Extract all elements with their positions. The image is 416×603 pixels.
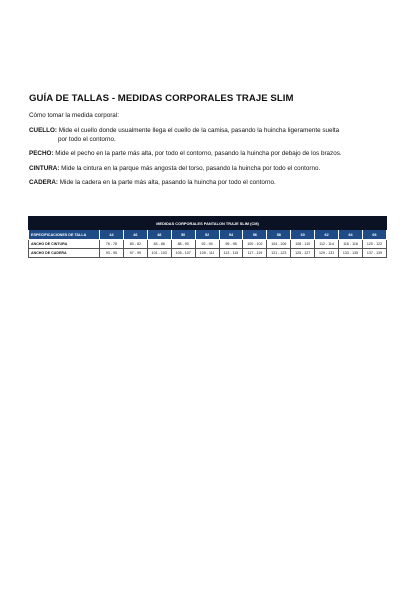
size-header: 52 [195,230,219,240]
table-cell: 105 - 107 [171,249,195,258]
table-title-row [29,217,387,230]
size-header: 62 [315,230,339,240]
size-header: 44 [100,230,124,240]
measure-text: Mide la cintura en la parque más angosta del torso, pasando la huincha por todo el contorno. [59,165,321,172]
table-cell: 129 - 131 [315,249,339,258]
table-cell: 76 - 78 [100,240,124,249]
table-cell: 92 - 94 [195,240,219,249]
table-cell: 84 - 86 [147,240,171,249]
spec-header: ESPECIFICACIONES DE TALLA [29,230,100,240]
table-cell: 116 - 118 [339,240,363,249]
size-header: 48 [147,230,171,240]
table-cell: 112 - 114 [315,240,339,249]
table-title: MEDIDAS CORPORALES PANTALON TRAJE SLIM (CM) [29,217,387,230]
table-cell: 113 - 115 [219,249,243,258]
table-cell: 93 - 95 [100,249,124,258]
table-cell: 97 - 99 [123,249,147,258]
table-cell: 104 - 106 [267,240,291,249]
size-header: 58 [267,230,291,240]
table-cell: 100 - 102 [243,240,267,249]
size-header: 54 [219,230,243,240]
measure-pecho [29,149,389,158]
measure-label: CUELLO: [29,127,57,134]
table-cell: 125 - 127 [291,249,315,258]
size-header: 64 [339,230,363,240]
measure-cadera [29,178,389,187]
page-title: GUÍA DE TALLAS - MEDIDAS CORPORALES TRAJE SLIM [29,93,294,104]
size-header: 56 [243,230,267,240]
measure-label: CINTURA: [29,165,60,172]
table-row [29,240,387,249]
table-cell: 88 - 90 [171,240,195,249]
size-header: 50 [171,230,195,240]
measure-label: CADERA: [29,179,59,186]
table-cell: 96 - 98 [219,240,243,249]
row-label: ANCHO DE CADERA [29,249,100,258]
size-header: 66 [362,230,386,240]
measure-text-continuation: por todo el contorno. [58,136,116,143]
table-cell: 137 - 139 [362,249,386,258]
size-header-row [29,230,387,240]
measure-cuello [29,126,389,144]
measure-text: Mide la cadera en la parte más alta, pasando la huincha por todo el contorno. [58,179,276,186]
table-cell: 121 - 123 [267,249,291,258]
table-cell: 120 - 122 [362,240,386,249]
table-cell: 117 - 119 [243,249,267,258]
size-header: 46 [123,230,147,240]
table-row [29,249,387,258]
size-table [28,216,387,258]
measure-label: PECHO: [29,150,54,157]
measure-cintura [29,164,389,173]
table-cell: 109 - 111 [195,249,219,258]
intro-text: Cómo tomar la medida corporal: [29,112,119,119]
table-cell: 133 - 135 [339,249,363,258]
row-label: ANCHO DE CINTURA [29,240,100,249]
table-cell: 108 - 110 [291,240,315,249]
measure-text: Mide el cuello donde usualmente llega el cuello de la camisa, pasando la huincha ligeramente suelta [56,127,340,134]
table-cell: 80 - 82 [123,240,147,249]
measure-text: Mide el pecho en la parte más alta, por todo el contorno, pasando la huincha por debajo de los brazos. [53,150,342,157]
table-cell: 101 - 103 [147,249,171,258]
size-header: 60 [291,230,315,240]
